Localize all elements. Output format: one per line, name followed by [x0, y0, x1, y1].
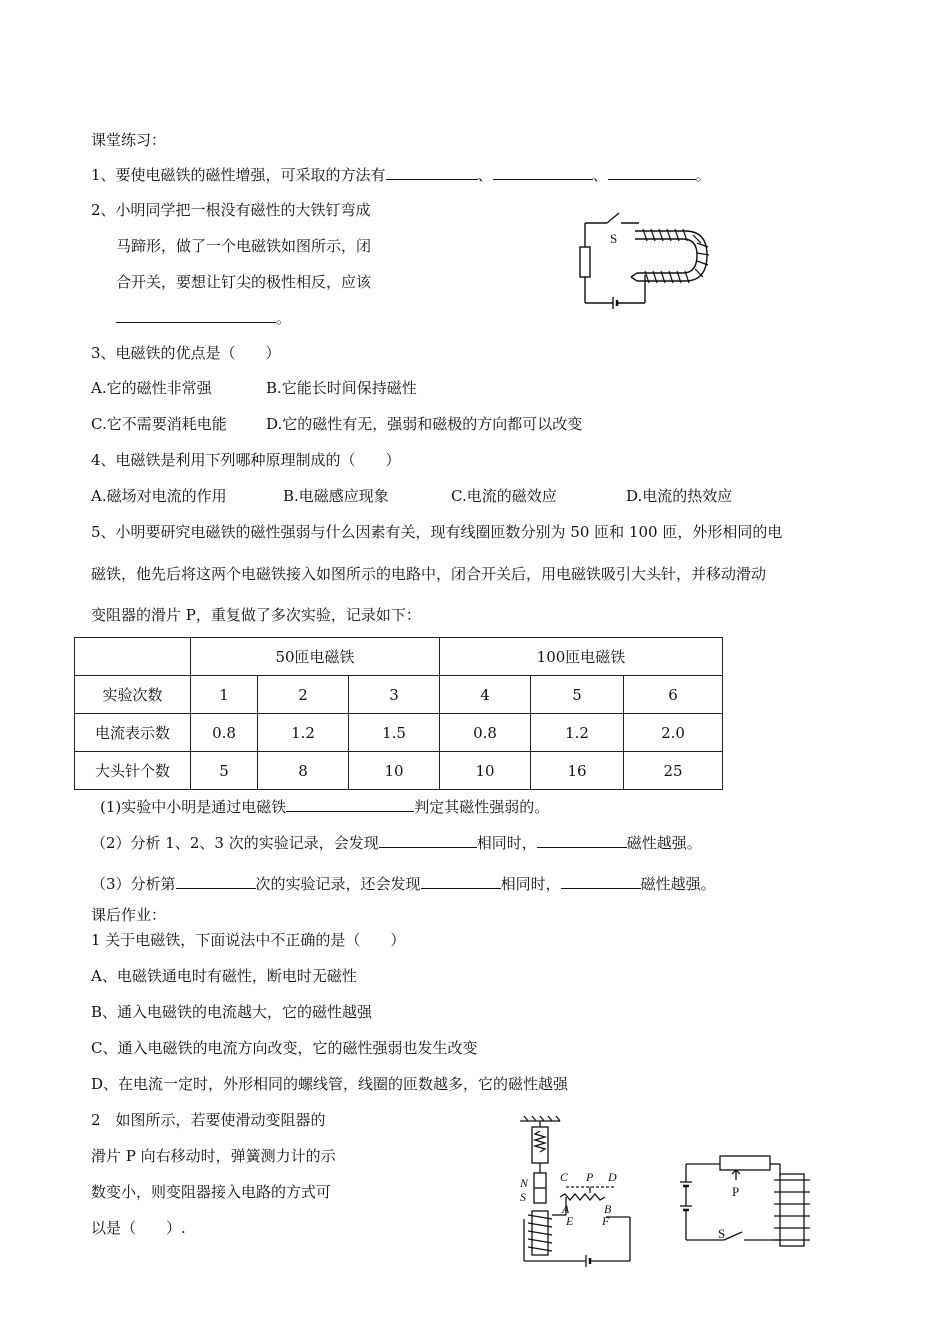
hw1-stem: 1 关于电磁铁，下面说法中不正确的是（ ） — [91, 931, 406, 949]
row-label-pins: 大头针个数 — [75, 752, 191, 790]
fig-label-p: P — [586, 1170, 594, 1184]
question-1 — [91, 165, 711, 185]
fig-label-e: E — [566, 1214, 574, 1228]
q2-line-2: 马蹄形，做了一个电磁铁如图所示，闭 — [116, 237, 372, 255]
q2-end: 。 — [276, 309, 292, 327]
hw1-option-b: B、通入电磁铁的电流越大，它的磁性越强 — [91, 1003, 373, 1021]
table-cell: 3 — [349, 676, 440, 714]
q3-option-d: D.它的磁性有无，强弱和磁极的方向都可以改变 — [266, 415, 583, 433]
table-cell: 1 — [191, 676, 258, 714]
q5-line-1: 5、小明要研究电磁铁的磁性强弱与什么因素有关，现有线圈匝数分别为 50 匝和 100 匝，外形相同的电 — [91, 523, 783, 541]
table-cell: 5 — [531, 676, 624, 714]
table-row — [75, 676, 723, 714]
table-cell: 1.2 — [531, 714, 624, 752]
q3-option-c: C.它不需要消耗电能 — [91, 415, 227, 433]
hw2-line-3: 数变小，则变阻器接入电路的方式可 — [91, 1183, 332, 1201]
table-cell: 0.8 — [440, 714, 531, 752]
q5-s1-text-b: 判定其磁性强弱的。 — [414, 798, 550, 816]
q5-sub-3 — [91, 874, 716, 894]
q5-s3-text-b: 次的实验记录，还会发现 — [255, 875, 421, 893]
fig-label-f: F — [602, 1214, 610, 1228]
q5-s1-text-a: (1)实验中小明是通过电磁铁 — [100, 798, 287, 816]
q2-blank[interactable] — [116, 308, 276, 323]
table-cell: 5 — [191, 752, 258, 790]
hw2-line-1: 2 如图所示，若要使滑动变阻器的 — [91, 1111, 326, 1129]
fig2-label-p: P — [732, 1184, 740, 1199]
table-row — [75, 714, 723, 752]
table-cell: 2.0 — [624, 714, 723, 752]
table-cell: 0.8 — [191, 714, 258, 752]
table-cell: 1.2 — [258, 714, 349, 752]
table-cell: 10 — [349, 752, 440, 790]
q1-sep-1: 、 — [477, 166, 493, 184]
rheostat-solenoid-figure — [670, 1150, 820, 1258]
experiment-table — [74, 637, 723, 790]
q5-s3-text-c: 相同时， — [500, 875, 561, 893]
spring-scale-circuit-figure — [510, 1115, 640, 1267]
table-cell: 4 — [440, 676, 531, 714]
q3-option-a: A.它的磁性非常强 — [91, 379, 212, 397]
fig2-label-s: S — [718, 1226, 726, 1241]
fig-label-a: A — [562, 1202, 570, 1216]
table-cell: 8 — [258, 752, 349, 790]
q1-text: 1、要使电磁铁的磁性增强，可采取的方法有 — [91, 166, 386, 184]
q5-s2-blank-1[interactable] — [379, 833, 477, 848]
row-label-current: 电流表示数 — [75, 714, 191, 752]
q5-s2-text-c: 磁性越强。 — [626, 834, 702, 852]
table-row-header — [75, 638, 723, 676]
q4-option-a: A.磁场对电流的作用 — [91, 487, 227, 505]
fig-switch-label: S — [610, 231, 618, 246]
hw2-line-2: 滑片 P 向右移动时，弹簧测力计的示 — [91, 1147, 336, 1165]
fig-label-s: S — [520, 1190, 526, 1204]
q5-s3-blank-1[interactable] — [176, 874, 256, 889]
q4-option-b: B.电磁感应现象 — [283, 487, 389, 505]
q5-line-2: 磁铁，他先后将这两个电磁铁接入如图所示的电路中，闭合开关后，用电磁铁吸引大头针，并移动滑动 — [91, 565, 767, 583]
hw1-option-c: C、通入电磁铁的电流方向改变，它的磁性强弱也发生改变 — [91, 1039, 478, 1057]
fig-label-b: B — [604, 1202, 612, 1216]
table-cell: 6 — [624, 676, 723, 714]
q5-s3-blank-3[interactable] — [561, 874, 641, 889]
table-cell: 16 — [531, 752, 624, 790]
q1-blank-2[interactable] — [493, 165, 593, 180]
horseshoe-electromagnet-figure — [575, 205, 725, 315]
table-group-100-turns: 100匝电磁铁 — [440, 638, 723, 676]
table-cell: 1.5 — [349, 714, 440, 752]
row-label-trial: 实验次数 — [75, 676, 191, 714]
q3-stem: 3、电磁铁的优点是（ ） — [91, 344, 281, 362]
q5-s2-blank-2[interactable] — [537, 833, 627, 848]
table-group-50-turns: 50匝电磁铁 — [191, 638, 440, 676]
q1-blank-1[interactable] — [386, 165, 478, 180]
section-title-homework: 课后作业： — [91, 906, 167, 924]
table-cell: 10 — [440, 752, 531, 790]
fig-label-c: C — [560, 1170, 569, 1184]
q5-s2-text-a: （2）分析 1、2、3 次的实验记录，会发现 — [91, 834, 379, 852]
table-corner-cell — [75, 638, 191, 676]
q5-sub-2 — [91, 833, 702, 853]
q5-s1-blank[interactable] — [286, 797, 414, 812]
fig-label-d: D — [608, 1170, 617, 1184]
q5-s2-text-b: 相同时， — [476, 834, 537, 852]
hw1-option-d: D、在电流一定时，外形相同的螺线管，线圈的匝数越多，它的磁性越强 — [91, 1075, 569, 1093]
q1-sep-2: 、 — [592, 166, 608, 184]
q2-line-1: 2、小明同学把一根没有磁性的大铁钉弯成 — [91, 201, 371, 219]
hw2-line-4: 以是（ ）. — [91, 1219, 186, 1237]
q3-option-b: B.它能长时间保持磁性 — [266, 379, 417, 397]
q5-sub-1 — [100, 797, 549, 817]
section-title-classwork: 课堂练习： — [91, 131, 167, 149]
q1-end: 。 — [695, 166, 711, 184]
table-row — [75, 752, 723, 790]
q5-line-3: 变阻器的滑片 P，重复做了多次实验，记录如下： — [91, 606, 421, 624]
q2-line-4 — [116, 308, 291, 328]
q2-line-3: 合开关，要想让钉尖的极性相反，应该 — [116, 273, 372, 291]
q1-blank-3[interactable] — [608, 165, 696, 180]
table-cell: 25 — [624, 752, 723, 790]
q5-s3-text-a: （3）分析第 — [91, 875, 176, 893]
table-cell: 2 — [258, 676, 349, 714]
q4-option-c: C.电流的磁效应 — [451, 487, 557, 505]
q5-s3-text-d: 磁性越强。 — [640, 875, 716, 893]
q4-option-d: D.电流的热效应 — [626, 487, 733, 505]
hw1-option-a: A、电磁铁通电时有磁性，断电时无磁性 — [91, 967, 357, 985]
q5-s3-blank-2[interactable] — [421, 874, 501, 889]
q4-stem: 4、电磁铁是利用下列哪种原理制成的（ ） — [91, 451, 401, 469]
fig-label-n: N — [520, 1176, 529, 1190]
